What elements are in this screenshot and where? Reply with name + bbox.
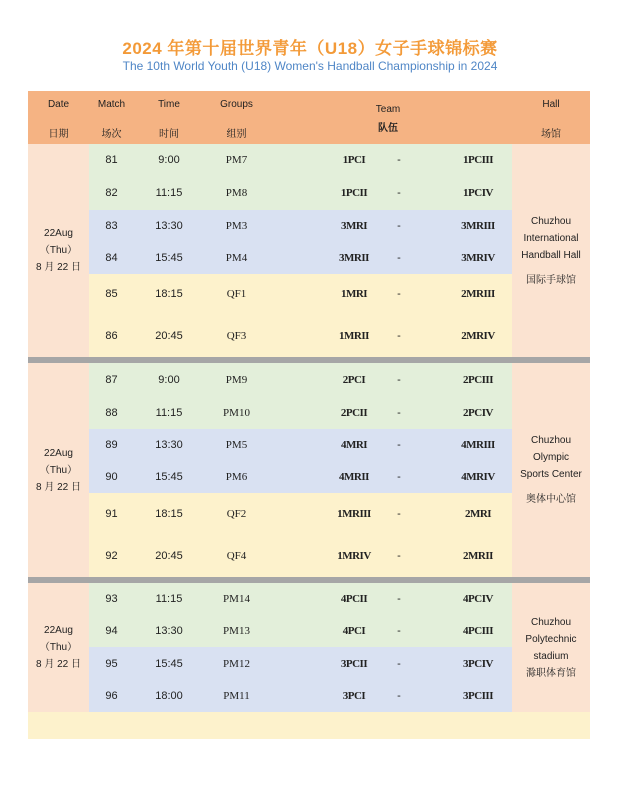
versus-dash: - — [397, 252, 401, 264]
match-group: PM12 — [223, 657, 250, 670]
table-row — [89, 615, 512, 647]
header-hall-en: Hall — [542, 99, 560, 110]
hall-name-line: Polytechnic — [525, 633, 577, 645]
team-home: 4MRII — [339, 471, 369, 483]
header-time-en: Time — [158, 99, 180, 110]
match-time: 11:15 — [155, 406, 183, 419]
team-home: 3PCI — [342, 690, 366, 702]
match-time: 13:30 — [155, 220, 183, 232]
date-en: 22Aug — [44, 447, 73, 459]
match-time: 15:45 — [155, 252, 183, 264]
team-away: 2MRII — [463, 549, 493, 562]
table-row — [89, 534, 512, 577]
header-team-en: Team — [375, 104, 401, 115]
versus-dash: - — [397, 657, 401, 670]
table-row — [89, 647, 512, 680]
team-away: 2MRIV — [461, 329, 495, 342]
table-row — [89, 429, 512, 461]
match-group: PM14 — [223, 593, 250, 605]
header-hall-cn: 场馆 — [541, 129, 561, 140]
match-number: 81 — [105, 154, 118, 166]
versus-dash: - — [397, 690, 401, 702]
table-row — [89, 210, 512, 242]
match-number: 92 — [105, 549, 118, 562]
table-row — [89, 314, 512, 357]
header-time-cn: 时间 — [159, 129, 179, 140]
hall-name-line: Olympic — [532, 452, 570, 463]
schedule-block-3 — [28, 583, 590, 712]
match-group: PM6 — [225, 471, 248, 483]
match-time: 13:30 — [155, 625, 183, 637]
match-number: 87 — [105, 373, 118, 386]
table-row — [89, 144, 512, 176]
table-header — [28, 91, 590, 144]
table-row — [89, 396, 512, 429]
team-home: 2PCII — [340, 406, 368, 419]
match-group: QF4 — [226, 549, 247, 562]
match-number: 93 — [105, 593, 118, 605]
hall-name-cn: 国际手球馆 — [526, 274, 576, 286]
team-away: 3PCIII — [462, 690, 493, 702]
page-title: 2024 年第十届世界青年（U18）女子手球锦标赛 — [122, 39, 498, 58]
match-number: 85 — [105, 288, 118, 300]
match-group: PM5 — [225, 439, 248, 451]
date-cell — [28, 363, 89, 577]
header-date-en: Date — [47, 99, 70, 110]
hall-cell — [512, 583, 590, 712]
versus-dash: - — [397, 439, 401, 451]
date-weekday: （Thu） — [39, 464, 78, 476]
team-home: 4PCI — [342, 625, 366, 637]
team-away: 2MRI — [464, 507, 492, 520]
versus-dash: - — [397, 507, 401, 520]
match-time: 11:15 — [155, 593, 183, 605]
team-away: 2PCIV — [463, 406, 493, 419]
team-home: 1PCII — [340, 187, 368, 199]
team-away: 3MRIII — [461, 220, 495, 232]
match-number: 83 — [105, 220, 118, 232]
schedule-block-2 — [28, 363, 590, 577]
team-away: 1PCIV — [463, 187, 493, 199]
match-time: 18:15 — [155, 507, 183, 520]
match-time: 20:45 — [155, 329, 183, 342]
match-group: PM8 — [225, 187, 248, 199]
team-home: 3MRII — [339, 252, 369, 264]
match-number: 91 — [105, 507, 118, 520]
match-time: 9:00 — [158, 154, 180, 166]
versus-dash: - — [397, 406, 401, 419]
hall-cell — [512, 144, 590, 357]
table-row — [89, 461, 512, 493]
versus-dash: - — [397, 220, 401, 232]
page-subtitle: The 10th World Youth (U18) Women's Handball Championship in 2024 — [122, 59, 498, 73]
team-away: 3MRIV — [461, 252, 495, 264]
match-group: PM4 — [225, 252, 248, 264]
team-home: 1PCI — [342, 154, 366, 166]
header-team-cn: 队伍 — [378, 123, 398, 134]
versus-dash: - — [397, 593, 401, 605]
table-row — [89, 274, 512, 314]
table-footer-row — [28, 712, 590, 739]
team-home: 1MRIV — [337, 549, 371, 562]
versus-dash: - — [397, 154, 401, 166]
hall-name-line: International — [523, 232, 579, 244]
match-group: PM7 — [225, 154, 248, 166]
date-cn: 8 月 22 日 — [35, 659, 82, 670]
match-time: 18:15 — [155, 288, 183, 300]
team-away: 2MRIII — [461, 288, 495, 300]
date-en: 22Aug — [44, 625, 73, 636]
match-group: PM3 — [225, 220, 248, 232]
hall-name-line: Handball Hall — [521, 249, 581, 261]
hall-name-line: Sports Center — [520, 469, 582, 480]
team-home: 1MRIII — [337, 507, 371, 520]
match-number: 88 — [105, 406, 118, 419]
hall-name-line: stadium — [533, 650, 569, 662]
date-cn: 8 月 22 日 — [35, 481, 82, 493]
match-group: PM9 — [225, 373, 248, 386]
versus-dash: - — [397, 549, 401, 562]
match-group: PM13 — [223, 625, 250, 637]
match-group: QF2 — [226, 507, 247, 520]
match-number: 89 — [105, 439, 118, 451]
match-number: 86 — [105, 329, 118, 342]
team-away: 3PCIV — [463, 657, 493, 670]
table-row — [89, 493, 512, 534]
team-away: 4PCIV — [463, 593, 493, 605]
team-home: 4PCII — [340, 593, 368, 605]
date-cell — [28, 583, 89, 712]
team-away: 4MRIV — [461, 471, 495, 483]
versus-dash: - — [397, 625, 401, 637]
versus-dash: - — [397, 373, 401, 386]
table-row — [89, 242, 512, 274]
header-groups-en: Groups — [220, 99, 253, 110]
team-home: 1MRII — [339, 329, 369, 342]
match-group: QF1 — [226, 288, 247, 300]
versus-dash: - — [397, 187, 401, 199]
team-home: 4MRI — [340, 439, 368, 451]
match-group: PM11 — [223, 690, 250, 702]
date-en: 22Aug — [44, 228, 73, 239]
date-weekday: （Thu） — [39, 642, 78, 653]
date-weekday: （Thu） — [39, 245, 78, 256]
versus-dash: - — [397, 329, 401, 342]
hall-name-line: Chuzhou — [530, 215, 572, 227]
date-cell — [28, 144, 89, 357]
match-time: 20:45 — [155, 549, 183, 562]
hall-name-line: Chuzhou — [530, 435, 572, 446]
header-match-cn: 场次 — [101, 129, 122, 140]
match-number: 84 — [105, 252, 118, 264]
match-number: 95 — [105, 657, 118, 670]
team-away: 2PCIII — [462, 373, 493, 386]
match-time: 9:00 — [158, 373, 180, 386]
match-time: 15:45 — [155, 657, 183, 670]
table-row — [89, 583, 512, 615]
hall-name-cn: 滁职体育馆 — [526, 667, 576, 679]
header-groups-cn: 组别 — [226, 129, 247, 140]
team-home: 1MRI — [340, 288, 368, 300]
match-time: 11:15 — [155, 187, 183, 199]
hall-cell — [512, 363, 590, 577]
match-number: 90 — [105, 471, 118, 483]
match-number: 82 — [105, 187, 118, 199]
header-date-cn: 日期 — [48, 129, 69, 140]
match-number: 96 — [105, 690, 118, 702]
team-away: 4MRIII — [461, 439, 495, 451]
team-home: 2PCI — [342, 373, 366, 386]
match-group: PM10 — [223, 406, 250, 419]
match-number: 94 — [105, 625, 118, 637]
date-cn: 8 月 22 日 — [35, 262, 82, 273]
table-row — [89, 363, 512, 396]
hall-name-line: Chuzhou — [530, 616, 572, 628]
schedule-block-1 — [28, 144, 590, 357]
versus-dash: - — [397, 471, 401, 483]
team-home: 3PCII — [340, 657, 368, 670]
team-away: 4PCIII — [462, 625, 493, 637]
team-home: 3MRI — [340, 220, 368, 232]
match-time: 13:30 — [155, 439, 183, 451]
schedule-table — [28, 91, 590, 739]
versus-dash: - — [397, 288, 401, 300]
match-group: QF3 — [226, 329, 247, 342]
header-match-en: Match — [97, 99, 126, 110]
table-row — [89, 680, 512, 712]
team-away: 1PCIII — [462, 154, 493, 166]
match-time: 18:00 — [155, 690, 183, 702]
table-row — [89, 176, 512, 210]
hall-name-cn: 奥体中心馆 — [526, 494, 576, 505]
match-time: 15:45 — [155, 471, 183, 483]
